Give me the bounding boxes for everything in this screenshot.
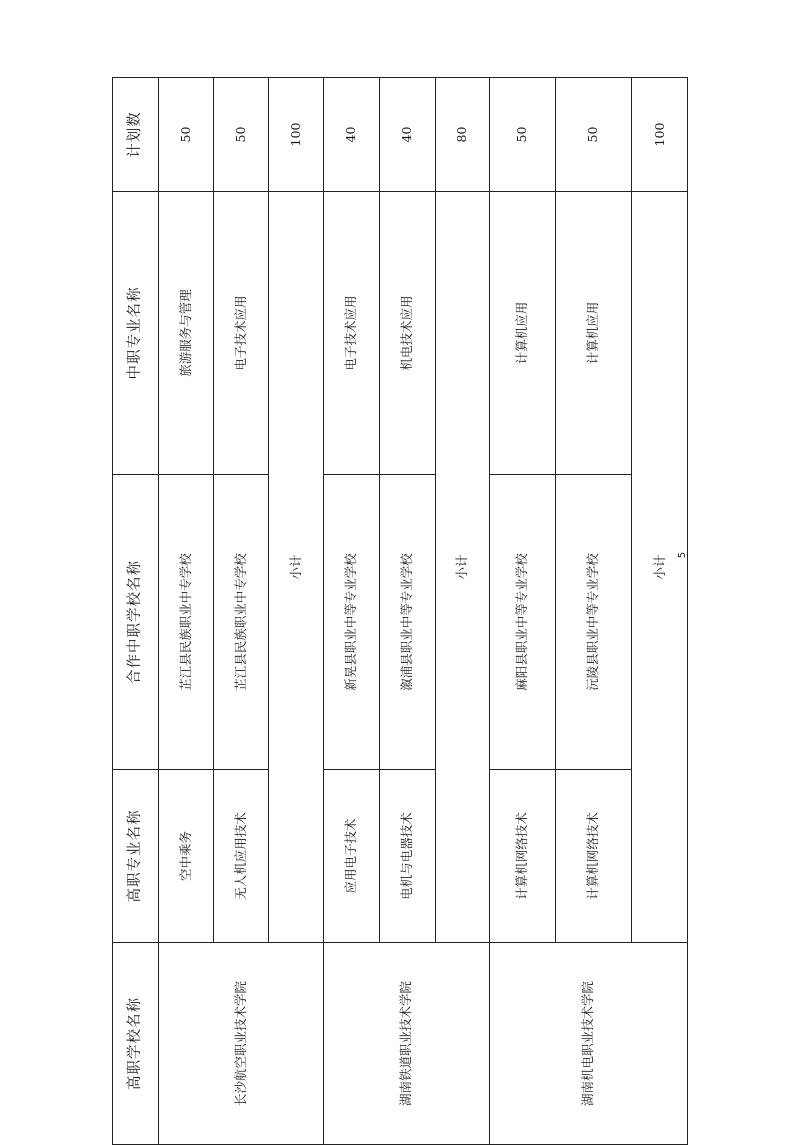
subtotal-value: 100 bbox=[632, 78, 688, 192]
plan-count-cell: 40 bbox=[323, 78, 379, 192]
school-major-cell: 旅游服务与管理 bbox=[159, 192, 213, 475]
college-major-cell: 电机与电器技术 bbox=[379, 770, 436, 943]
school-major-cell: 计算机应用 bbox=[555, 192, 632, 475]
subtotal-label: 小计 bbox=[436, 192, 489, 943]
partner-school-cell: 沅陵县职业中等专业学校 bbox=[555, 475, 632, 770]
plan-count-cell: 50 bbox=[159, 78, 213, 192]
college-major-cell: 计算机网络技术 bbox=[555, 770, 632, 943]
college-major-cell: 计算机网络技术 bbox=[489, 770, 555, 943]
college-name-cell: 湖南铁道职业技术学院 bbox=[323, 943, 489, 1145]
partner-school-cell: 芷江县民族职业中专学校 bbox=[159, 475, 213, 770]
table-header-row bbox=[113, 78, 159, 1145]
plan-count-cell: 50 bbox=[213, 78, 269, 192]
enrollment-plan-table bbox=[112, 77, 688, 1145]
plan-count-cell: 50 bbox=[555, 78, 632, 192]
rotated-table-frame bbox=[112, 78, 688, 1145]
subtotal-label: 小计 bbox=[632, 192, 688, 943]
college-name-cell: 湖南机电职业技术学院 bbox=[489, 943, 687, 1145]
school-major-cell: 计算机应用 bbox=[489, 192, 555, 475]
table-row bbox=[159, 78, 213, 1145]
header-partner-school: 合作中职学校名称 bbox=[113, 475, 159, 770]
college-major-cell: 空中乘务 bbox=[159, 770, 213, 943]
school-major-cell: 电子技术应用 bbox=[323, 192, 379, 475]
school-major-cell: 机电技术应用 bbox=[379, 192, 436, 475]
header-plan-count: 计划数 bbox=[113, 78, 159, 192]
partner-school-cell: 溆浦县职业中等专业学校 bbox=[379, 475, 436, 770]
plan-count-cell: 40 bbox=[379, 78, 436, 192]
partner-school-cell: 芷江县民族职业中专学校 bbox=[213, 475, 269, 770]
table-row bbox=[323, 78, 379, 1145]
table-row bbox=[489, 78, 555, 1145]
subtotal-value: 100 bbox=[269, 78, 323, 192]
header-vocational-college: 高职学校名称 bbox=[113, 943, 159, 1145]
college-name-cell: 长沙航空职业技术学院 bbox=[159, 943, 324, 1145]
college-major-cell: 应用电子技术 bbox=[323, 770, 379, 943]
partner-school-cell: 麻阳县职业中等专业学校 bbox=[489, 475, 555, 770]
page-number: 5 bbox=[677, 551, 688, 559]
partner-school-cell: 新晃县职业中等专业学校 bbox=[323, 475, 379, 770]
college-major-cell: 无人机应用技术 bbox=[213, 770, 269, 943]
plan-count-cell: 50 bbox=[489, 78, 555, 192]
header-school-major: 中职专业名称 bbox=[113, 192, 159, 475]
subtotal-label: 小计 bbox=[269, 192, 323, 943]
header-college-major: 高职专业名称 bbox=[113, 770, 159, 943]
school-major-cell: 电子技术应用 bbox=[213, 192, 269, 475]
subtotal-value: 80 bbox=[436, 78, 489, 192]
